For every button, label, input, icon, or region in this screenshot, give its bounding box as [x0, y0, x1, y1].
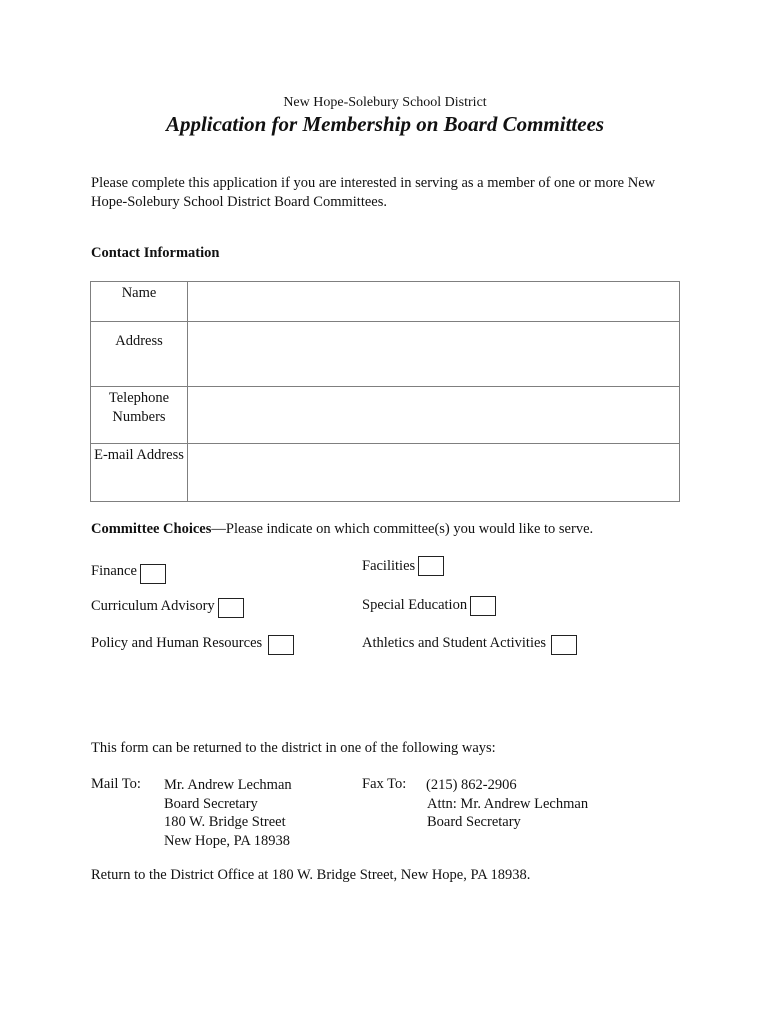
- finance-checkbox[interactable]: [140, 564, 166, 584]
- mail-line: Mr. Andrew Lechman: [164, 777, 292, 793]
- mail-line: Board Secretary: [164, 795, 258, 812]
- committee-instructions: [91, 521, 593, 538]
- athletics-checkbox[interactable]: [551, 635, 577, 655]
- email-field[interactable]: [188, 444, 680, 502]
- curriculum-checkbox[interactable]: [218, 598, 244, 618]
- facilities-label: Facilities: [362, 557, 416, 574]
- telephone-field[interactable]: [188, 387, 680, 444]
- form-title: Application for Membership on Board Committees: [165, 112, 605, 136]
- choice-athletics: [362, 631, 577, 655]
- committee-heading: Committee Choices: [91, 521, 212, 537]
- fax-line: (215) 862-2906: [426, 777, 517, 793]
- intro-text: Please complete this application if you are interested in serving as a member of one or more New Hope-Solebury School District Board Committees.: [91, 175, 656, 210]
- special-education-label: Special Education: [362, 596, 468, 613]
- name-label: Name: [121, 285, 157, 301]
- facilities-checkbox[interactable]: [418, 556, 444, 576]
- fax-line: Attn: Mr. Andrew Lechman: [427, 795, 589, 812]
- policy-hr-label: Policy and Human Resources: [91, 634, 263, 651]
- choice-policy-hr: [91, 631, 294, 655]
- curriculum-label: Curriculum Advisory: [91, 597, 215, 614]
- choice-finance: [91, 558, 166, 584]
- mail-label: Mail To:: [91, 776, 141, 792]
- athletics-label: Athletics and Student Activities: [362, 634, 547, 651]
- mail-line: 180 W. Bridge Street: [164, 814, 286, 830]
- mail-line: New Hope, PA 18938: [164, 832, 290, 849]
- fax-details: [426, 776, 588, 832]
- committee-instruction-text: —Please indicate on which committee(s) you would like to serve.: [211, 521, 594, 537]
- address-label: Address: [115, 333, 163, 349]
- choice-curriculum: [91, 594, 244, 618]
- address-field[interactable]: [188, 322, 680, 387]
- contact-table: [90, 281, 680, 502]
- contact-heading: Contact Information: [91, 245, 220, 261]
- fax-line: Board Secretary: [427, 814, 521, 830]
- contact-row-name: [91, 282, 680, 322]
- return-office-text: Return to the District Office at 180 W. Bridge Street, New Hope, PA 18938.: [91, 867, 531, 883]
- finance-label: Finance: [91, 562, 137, 579]
- contact-row-email: [91, 444, 680, 502]
- email-label: E-mail Address: [94, 447, 184, 463]
- contact-row-telephone: [91, 387, 680, 444]
- return-intro: This form can be returned to the district in one of the following ways:: [91, 740, 496, 756]
- choice-facilities: [362, 556, 444, 576]
- name-field[interactable]: [188, 282, 680, 322]
- special-education-checkbox[interactable]: [470, 596, 496, 616]
- mail-address: [164, 776, 292, 850]
- policy-hr-checkbox[interactable]: [268, 635, 294, 655]
- district-name: New Hope-Solebury School District: [283, 95, 487, 110]
- telephone-label: Telephone Numbers: [108, 390, 170, 425]
- fax-label: Fax To:: [362, 776, 407, 792]
- contact-row-address: [91, 322, 680, 387]
- choice-special-education: [362, 594, 496, 616]
